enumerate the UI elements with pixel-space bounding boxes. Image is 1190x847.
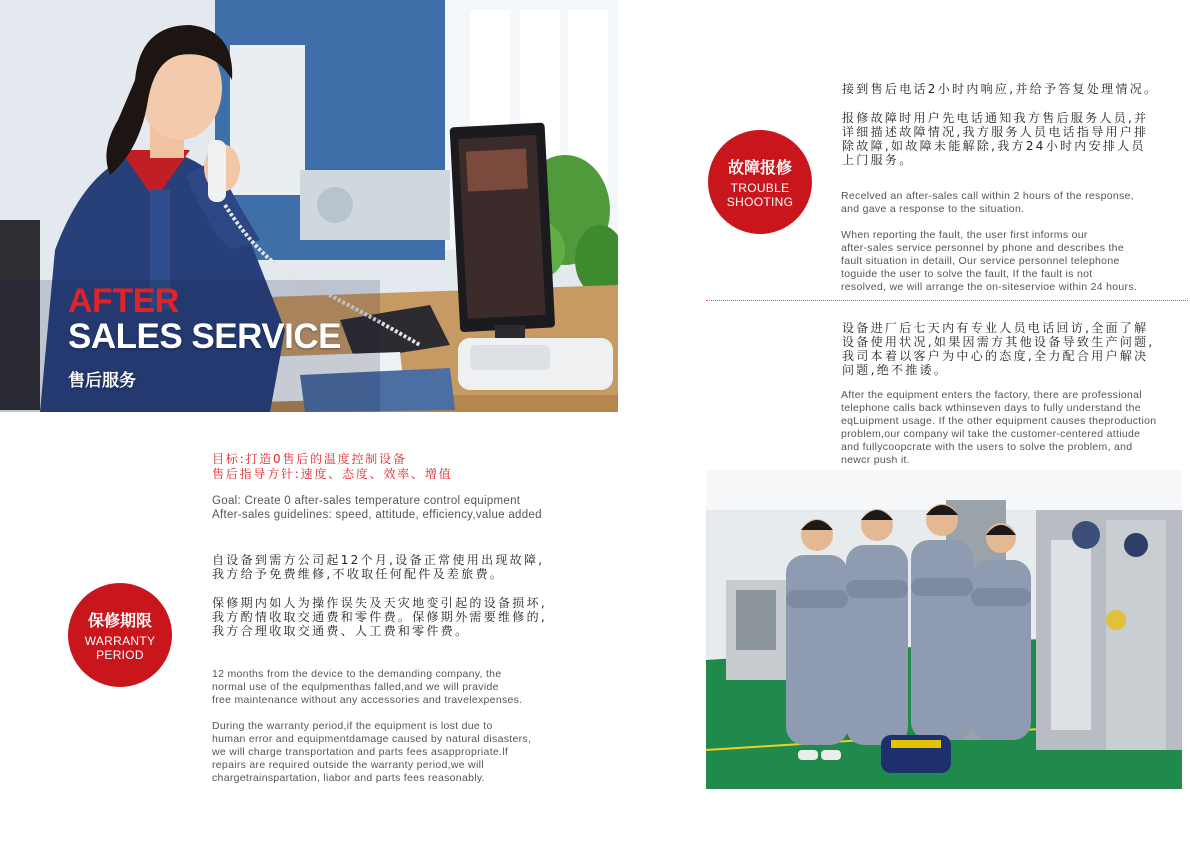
warranty-period-badge: [68, 583, 172, 687]
warranty-cn-paragraph-1: [212, 553, 544, 581]
followup-en-paragraph: [841, 389, 1156, 467]
goal-en: [212, 494, 542, 522]
followup-en-line: problem,our company wil take the customer-centered attiude: [841, 428, 1141, 440]
hero-title: [68, 284, 341, 391]
trouble-cn-p2-line: 报修故障时用户先电话通知我方售后服务人员,并: [842, 111, 1149, 125]
trouble-en-paragraph-1: [841, 190, 1134, 216]
warranty-cn-p2-line: 我方酌情收取交通费和零件费。保修期外需要维修的,: [212, 610, 548, 624]
trouble-badge-en-1: TROUBLE: [730, 181, 790, 195]
warranty-cn-p2-line: 我方合理收取交通费、人工费和零件费。: [212, 624, 470, 638]
warranty-badge-en-2: PERIOD: [96, 648, 144, 662]
goal-cn-line-2: 售后指导方针:速度、态度、效率、增值: [212, 467, 453, 481]
warranty-en-p2-line: we will charge transportation and parts fees asappropriate.lf: [212, 746, 509, 758]
hero-photo: [0, 0, 618, 412]
hero-title-sales-service: SALES SERVICE: [68, 317, 341, 356]
warranty-cn-p2-line: 保修期内如人为操作误失及天灾地变引起的设备损坏,: [212, 596, 548, 610]
warranty-cn-p1-line: 自设备到需方公司起12个月,设备正常使用出现故障,: [212, 553, 545, 567]
trouble-en-p2-line: after-sales service personnel by phone and describes the: [841, 242, 1124, 254]
followup-cn-line: 设备进厂后七天内有专业人员电话回访,全面了解: [842, 321, 1149, 335]
warranty-cn-paragraph-2: [212, 596, 547, 638]
trouble-en-p2-line: When reporting the fault, the user first informs our: [841, 229, 1088, 241]
hero-subtitle-cn: 售后服务: [68, 371, 136, 391]
service-team-illustration: [706, 470, 1182, 789]
hero-title-after: AFTER: [68, 282, 179, 320]
followup-cn-line: 问题,绝不推诿。: [842, 363, 949, 377]
trouble-en-paragraph-2: [841, 229, 1137, 294]
trouble-cn-p2-line: 除故障,如故障未能解除,我方24小时内安排人员: [842, 139, 1146, 153]
followup-en-line: newcr push it.: [841, 454, 910, 466]
trouble-badge-cn: 故障报修: [727, 158, 792, 177]
warranty-en-p1-line: 12 months from the device to the demanding company, the: [212, 668, 502, 680]
trouble-en-p2-line: resolved, we will arrange the on-siteservioe within 24 hours.: [841, 281, 1138, 293]
team-photo: [706, 470, 1182, 789]
goal-cn-line-1: 目标:打造0售后的温度控制设备: [212, 452, 407, 466]
warranty-badge-cn: 保修期限: [87, 611, 152, 630]
warranty-en-p2-line: During the warranty period,if the equipment is lost due to: [212, 720, 493, 732]
trouble-cn-p2-line: 详细描述故障情况,我方服务人员电话指导用户排: [842, 125, 1149, 139]
followup-en-line: eqLuipment usage. If the other equipment causes theproduction: [841, 415, 1157, 427]
warranty-en-p1-line: normal use of the equlpmenthas falled,and we will pravide: [212, 681, 499, 693]
followup-cn-paragraph: [842, 321, 1155, 377]
followup-cn-line: 设备使用状况,如果因需方其他设备导致生产问题,: [842, 335, 1155, 349]
warranty-badge-en-1: WARRANTY: [84, 634, 156, 648]
followup-en-line: telephone calls back wthinseven days to fully understand the: [841, 402, 1141, 414]
warranty-en-p2-line: repairs are required outside the warranty period,we will: [212, 759, 484, 771]
trouble-cn-p2-line: 上门服务。: [842, 153, 914, 167]
warranty-cn-p1-line: 我方给予免费维修,不收取任何配件及差旅费。: [212, 567, 505, 581]
goal-en-line-1: Goal: Create 0 after-sales temperature control equipment: [212, 495, 521, 507]
warranty-en-p2-line: chargetrainspartation, liabor and parts fees reasonably.: [212, 772, 485, 784]
followup-cn-line: 我司本着以客户为中心的态度,全力配合用户解决: [842, 349, 1149, 363]
trouble-cn-paragraph-1: 接到售后电话2小时内响应,并给予答复处理情况。: [842, 82, 1159, 96]
warranty-en-paragraph-2: [212, 720, 531, 785]
trouble-cn-paragraph-2: [842, 111, 1148, 167]
trouble-en-p2-line: fault situation in detaill, Our service personnel telephone: [841, 255, 1120, 267]
goal-en-line-2: After-sales guidelines: speed, attitude, efficiency,value added: [212, 509, 542, 521]
followup-en-line: and fullycoopcrate with the users to solve the problem, and: [841, 441, 1133, 453]
section-divider: [706, 300, 1188, 301]
warranty-en-p1-line: free maintenance without any accessories and travelexpenses.: [212, 694, 523, 706]
goal-cn: [212, 452, 452, 482]
trouble-en-p2-line: toguide the user to solve the fault, If the fault is not: [841, 268, 1093, 280]
warranty-en-p2-line: human error and equipmentdamage caused by natural disasters,: [212, 733, 532, 745]
trouble-badge-en-2: SHOOTING: [726, 195, 794, 209]
followup-en-line: After the equipment enters the factory, there are professional: [841, 389, 1142, 401]
warranty-en-paragraph-1: [212, 668, 522, 707]
trouble-shooting-badge: [708, 130, 812, 234]
trouble-en-p1-line: Recelved an after-sales call within 2 hours of the response,: [841, 190, 1134, 202]
trouble-en-p1-line: and gave a response to the situation.: [841, 203, 1025, 215]
